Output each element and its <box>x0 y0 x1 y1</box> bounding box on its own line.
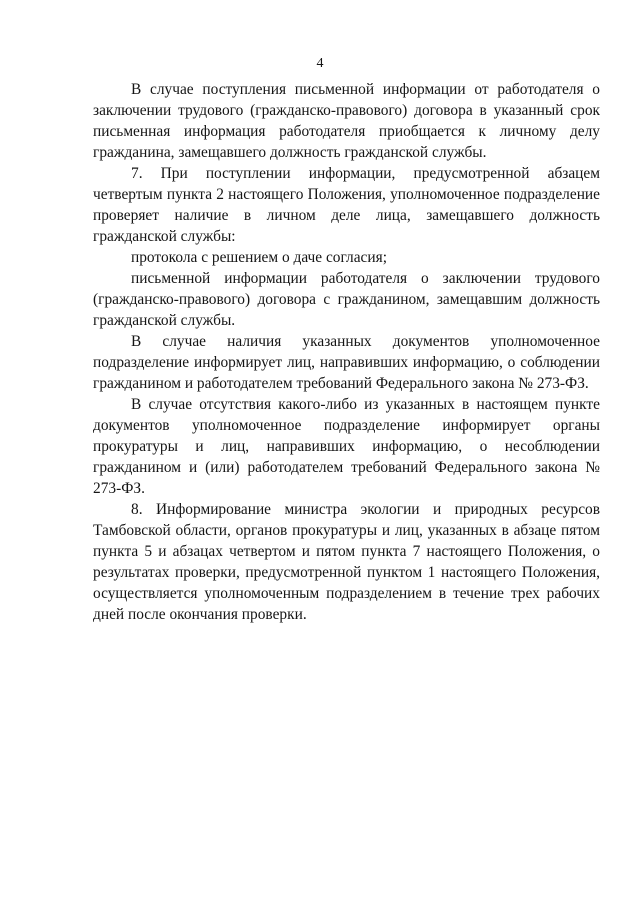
paragraph-documents-absent: В случае отсутствия какого-либо из указанных в настоящем пункте документов уполномоченное подразделение информирует органы прокуратуры и лиц, направивших информацию, о несоблюдении гражданином и (или) работодателем требований Федерального закона № 273-ФЗ. <box>93 396 600 497</box>
paragraph-protocol: протокола с решением о даче согласия; <box>131 249 387 266</box>
paragraph-documents-present: В случае наличия указанных документов уполномоченное подразделение информирует лиц, направивших информацию, о соблюдении гражданином и работодателем требований Федерального закона № 273-ФЗ. <box>93 333 600 392</box>
document-body <box>93 79 600 625</box>
paragraph-written-info: письменной информации работодателя о заключении трудового (гражданско-правового) договора с гражданином, замещавшим должность гражданской службы. <box>93 270 600 329</box>
paragraph-item-7-intro: 7. При поступлении информации, предусмотренной абзацем четвертым пункта 2 настоящего Положения, уполномоченное подразделение проверяет наличие в личном деле лица, замещавшего должность гражданской службы: <box>93 165 600 245</box>
paragraph-item-8: 8. Информирование министра экологии и природных ресурсов Тамбовской области, органов прокуратуры и лиц, указанных в абзаце пятом пункта 5 и абзацах четвертом и пятом пункта 7 настоящего Положения, о результатах проверки, предусмотренной пунктом 1 настоящего Положения, осуществляется уполномоченным подразделением в течение трех рабочих дней после окончания проверки. <box>93 501 600 623</box>
paragraph-employer-info-attached: В случае поступления письменной информации от работодателя о заключении трудового (гражданско-правового) договора в указанный срок письменная информация работодателя приобщается к личному делу гражданина, замещавшего должность гражданской службы. <box>93 81 600 161</box>
page-number: 4 <box>316 56 324 71</box>
